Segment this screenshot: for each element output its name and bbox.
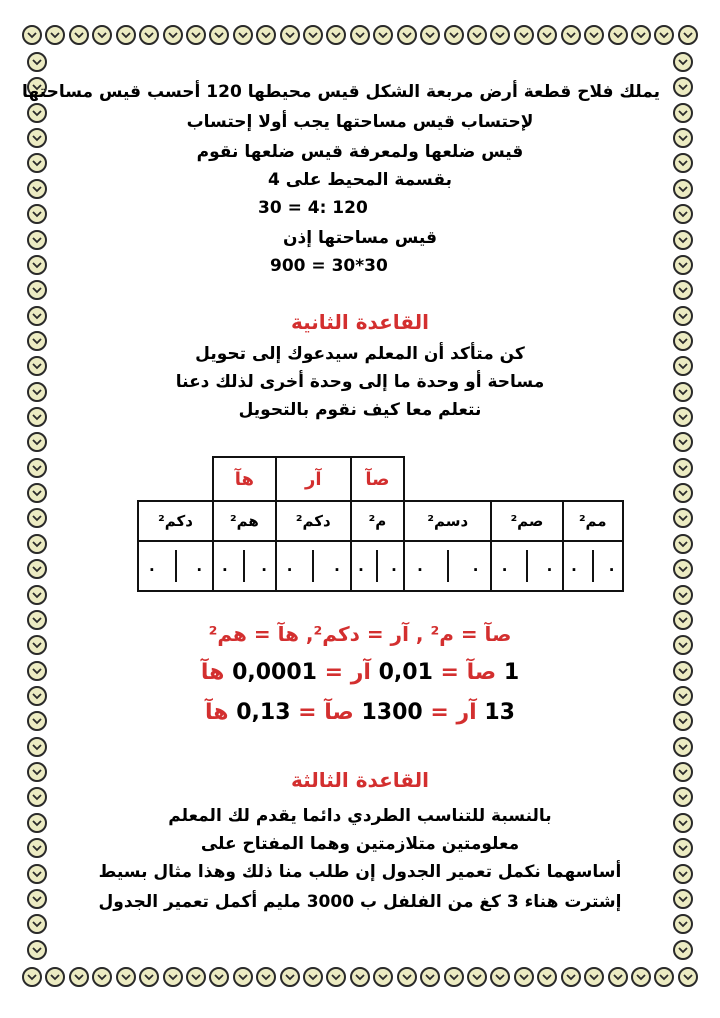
table-blank-left bbox=[138, 457, 213, 501]
rule2-line-2: مساحة أو وحدة ما إلى وحدة أخرى لذلك دعنا bbox=[175, 372, 545, 392]
border-top bbox=[22, 20, 698, 50]
unit-dam2: دكم² bbox=[276, 501, 351, 541]
ring-ornament-icon bbox=[561, 967, 581, 987]
ring-ornament-icon bbox=[27, 914, 47, 934]
unit-cm2: صم² bbox=[491, 501, 562, 541]
table-blank-right bbox=[404, 457, 623, 501]
ring-ornament-icon bbox=[233, 967, 253, 987]
rule3-line-1: بالنسبة للتناسب الطردي دائما يقدم لك المعلم bbox=[168, 806, 552, 826]
ring-ornament-icon bbox=[673, 255, 693, 275]
top-label-ha: هآ bbox=[213, 457, 276, 501]
ring-ornament-icon bbox=[673, 52, 693, 72]
ring-ornament-icon bbox=[373, 967, 393, 987]
ring-ornament-icon bbox=[27, 255, 47, 275]
ring-ornament-icon bbox=[233, 25, 253, 45]
ring-ornament-icon bbox=[373, 25, 393, 45]
ring-ornament-icon bbox=[22, 25, 42, 45]
ring-ornament-icon bbox=[27, 280, 47, 300]
problem-line-5: 30 = 4: 120 bbox=[258, 198, 368, 218]
ring-ornament-icon bbox=[27, 458, 47, 478]
ring-ornament-icon bbox=[397, 967, 417, 987]
ring-ornament-icon bbox=[673, 432, 693, 452]
ring-ornament-icon bbox=[27, 204, 47, 224]
ring-ornament-icon bbox=[673, 559, 693, 579]
ring-ornament-icon bbox=[420, 967, 440, 987]
rule2-title: القاعدة الثانية bbox=[290, 310, 430, 334]
rule2-line-1: كن متأكد أن المعلم سيدعوك إلى تحويل bbox=[195, 344, 525, 364]
ring-ornament-icon bbox=[256, 967, 276, 987]
unit-mm2: مم² bbox=[563, 501, 623, 541]
ring-ornament-icon bbox=[673, 204, 693, 224]
ring-ornament-icon bbox=[631, 25, 651, 45]
ring-ornament-icon bbox=[537, 25, 557, 45]
ring-ornament-icon bbox=[186, 967, 206, 987]
ring-ornament-icon bbox=[467, 25, 487, 45]
ring-ornament-icon bbox=[27, 508, 47, 528]
rule3-line-2: معلومتين متلازمتين وهما المفتاح على bbox=[200, 834, 520, 854]
ring-ornament-icon bbox=[467, 967, 487, 987]
ring-ornament-icon bbox=[514, 967, 534, 987]
ring-ornament-icon bbox=[27, 432, 47, 452]
rule3-title: القاعدة الثالثة bbox=[290, 768, 430, 792]
ring-ornament-icon bbox=[139, 25, 159, 45]
digit-cell: . . bbox=[491, 541, 562, 591]
problem-line-7: 900 = 30*30 bbox=[270, 256, 388, 276]
ring-ornament-icon bbox=[444, 967, 464, 987]
conversion-table bbox=[137, 456, 624, 592]
ring-ornament-icon bbox=[673, 585, 693, 605]
ring-ornament-icon bbox=[514, 25, 534, 45]
ring-ornament-icon bbox=[27, 534, 47, 554]
ring-ornament-icon bbox=[163, 967, 183, 987]
ring-ornament-icon bbox=[27, 52, 47, 72]
ring-ornament-icon bbox=[350, 25, 370, 45]
problem-line-3: قيس ضلعها ولمعرفة قيس ضلعها نقوم bbox=[196, 142, 524, 162]
ring-ornament-icon bbox=[444, 25, 464, 45]
ring-ornament-icon bbox=[673, 280, 693, 300]
unit-dm2: دسم² bbox=[404, 501, 491, 541]
ring-ornament-icon bbox=[92, 967, 112, 987]
digit-cell: . . bbox=[138, 541, 213, 591]
ring-ornament-icon bbox=[45, 967, 65, 987]
top-label-ar: آر bbox=[276, 457, 351, 501]
ring-ornament-icon bbox=[27, 483, 47, 503]
ring-ornament-icon bbox=[584, 25, 604, 45]
problem-line-4: بقسمة المحيط على 4 bbox=[268, 170, 452, 190]
ring-ornament-icon bbox=[303, 967, 323, 987]
ring-ornament-icon bbox=[537, 967, 557, 987]
ring-ornament-icon bbox=[22, 967, 42, 987]
equivalence-line-1: صآ = م² , آر = دكم², هآ = هم² bbox=[208, 622, 512, 646]
problem-line-1: يملك فلاح قطعة أرض مربعة الشكل قيس محيطها 120 أحسب قيس مساحتها bbox=[22, 82, 660, 102]
ring-ornament-icon bbox=[209, 967, 229, 987]
top-label-sa: صآ bbox=[351, 457, 404, 501]
ring-ornament-icon bbox=[27, 585, 47, 605]
ring-ornament-icon bbox=[209, 25, 229, 45]
ring-ornament-icon bbox=[673, 914, 693, 934]
unit-m2: م² bbox=[351, 501, 404, 541]
rule3-line-4: إشترت هناء 3 كغ من الفلفل ب 3000 مليم أكمل تعمير الجدول bbox=[98, 892, 622, 912]
ring-ornament-icon bbox=[350, 967, 370, 987]
ring-ornament-icon bbox=[69, 967, 89, 987]
ring-ornament-icon bbox=[673, 77, 693, 97]
digit-cell: . . bbox=[404, 541, 491, 591]
ring-ornament-icon bbox=[27, 559, 47, 579]
ring-ornament-icon bbox=[608, 25, 628, 45]
ring-ornament-icon bbox=[631, 967, 651, 987]
ring-ornament-icon bbox=[256, 25, 276, 45]
digit-cell: . . bbox=[213, 541, 276, 591]
ring-ornament-icon bbox=[116, 25, 136, 45]
unit-hm2: هم² bbox=[213, 501, 276, 541]
digit-cell: . . bbox=[351, 541, 404, 591]
ring-ornament-icon bbox=[673, 737, 693, 757]
ring-ornament-icon bbox=[490, 25, 510, 45]
ring-ornament-icon bbox=[561, 25, 581, 45]
ring-ornament-icon bbox=[139, 967, 159, 987]
ring-ornament-icon bbox=[27, 940, 47, 960]
equivalence-line-3: 13 آر = 1300 صآ = 0,13 هآ bbox=[205, 700, 515, 725]
problem-line-6: قيس مساحتها إذن bbox=[282, 228, 437, 248]
ring-ornament-icon bbox=[490, 967, 510, 987]
ring-ornament-icon bbox=[326, 967, 346, 987]
border-bottom bbox=[22, 962, 698, 992]
ring-ornament-icon bbox=[678, 25, 698, 45]
ring-ornament-icon bbox=[420, 25, 440, 45]
ring-ornament-icon bbox=[654, 25, 674, 45]
ring-ornament-icon bbox=[584, 967, 604, 987]
ring-ornament-icon bbox=[673, 534, 693, 554]
ring-ornament-icon bbox=[186, 25, 206, 45]
ring-ornament-icon bbox=[163, 25, 183, 45]
ring-ornament-icon bbox=[654, 967, 674, 987]
ring-ornament-icon bbox=[45, 25, 65, 45]
problem-line-2: لإحتساب قيس مساحتها يجب أولا إحتساب bbox=[186, 112, 534, 132]
ring-ornament-icon bbox=[27, 737, 47, 757]
ring-ornament-icon bbox=[673, 458, 693, 478]
digit-cell: . . bbox=[563, 541, 623, 591]
ring-ornament-icon bbox=[673, 483, 693, 503]
ring-ornament-icon bbox=[678, 967, 698, 987]
rule2-line-3: نتعلم معا كيف نقوم بالتحويل bbox=[238, 400, 482, 420]
ring-ornament-icon bbox=[303, 25, 323, 45]
ring-ornament-icon bbox=[397, 25, 417, 45]
ring-ornament-icon bbox=[608, 967, 628, 987]
ring-ornament-icon bbox=[326, 25, 346, 45]
ring-ornament-icon bbox=[92, 25, 112, 45]
ring-ornament-icon bbox=[673, 940, 693, 960]
unit-dam2-b: دكم² bbox=[138, 501, 213, 541]
ring-ornament-icon bbox=[673, 508, 693, 528]
ring-ornament-icon bbox=[116, 967, 136, 987]
ring-ornament-icon bbox=[280, 967, 300, 987]
equivalence-line-2: 1 صآ = 0,01 آر = 0,0001 هآ bbox=[200, 660, 520, 685]
ring-ornament-icon bbox=[69, 25, 89, 45]
ring-ornament-icon bbox=[280, 25, 300, 45]
digit-cell: . . bbox=[276, 541, 351, 591]
rule3-line-3: أساسهما نكمل تعمير الجدول إن طلب منا ذلك وهذا مثال بسيط bbox=[98, 862, 622, 882]
